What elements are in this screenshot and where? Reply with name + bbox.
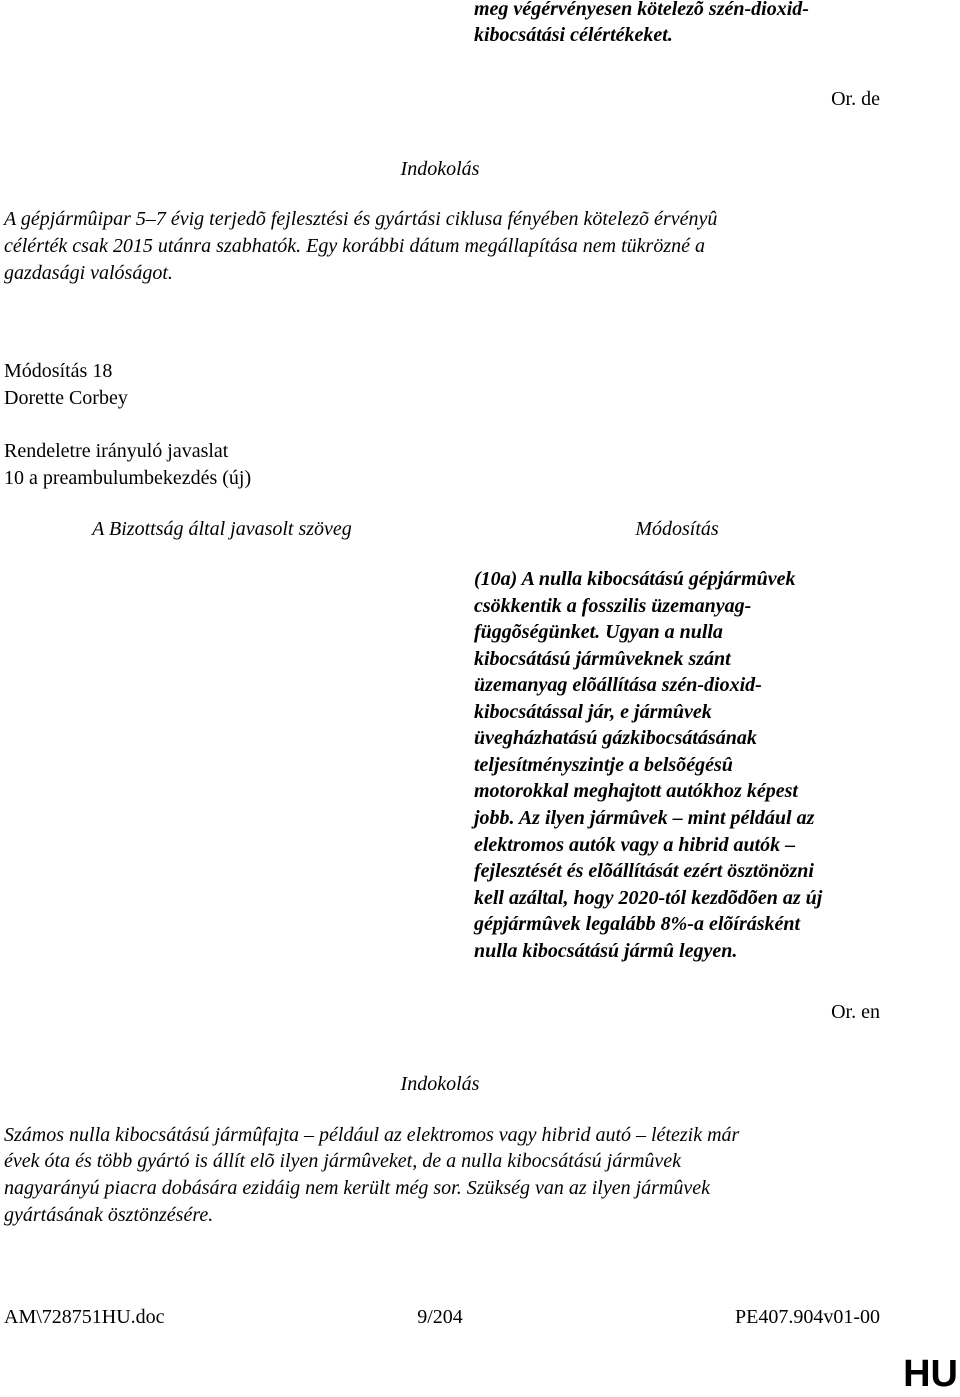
amendment-line: nulla kibocsátású jármû legyen. — [474, 940, 738, 962]
amendment-line: kibocsátású jármûveknek szánt — [474, 648, 731, 670]
amendment-line: üvegházhatású gázkibocsátásának — [474, 727, 757, 749]
amendment-line: (10a) A nulla kibocsátású gépjármûvek — [474, 568, 796, 590]
continuation-line: meg végérvényesen kötelezõ szén-dioxid- — [474, 0, 809, 20]
justification-heading: Indokolás — [400, 1073, 480, 1095]
amendment-line: csökkentik a fosszilis üzemanyag- — [474, 595, 752, 617]
original-language-label: Or. de — [831, 88, 880, 110]
proposal-title: Rendeletre irányuló javaslat — [4, 440, 229, 462]
justification-line: gyártásának ösztönzésére. — [4, 1204, 214, 1226]
amendment-line: kell azáltal, hogy 2020-tól kezdõdõen az új — [474, 887, 823, 909]
amendment-author: Dorette Corbey — [4, 387, 128, 409]
recital-reference: 10 a preambulumbekezdés (új) — [4, 467, 252, 489]
justification-line: Számos nulla kibocsátású jármûfajta – például az elektromos vagy hibrid autó – létezik már — [4, 1124, 740, 1146]
column-header-commission-text: A Bizottság által javasolt szöveg — [92, 518, 352, 540]
footer-pe-reference: PE407.904v01-00 — [735, 1306, 880, 1328]
justification-line: évek óta és több gyártó is állít elõ ilyen jármûveket, de a nulla kibocsátású jármûvek — [4, 1150, 682, 1172]
justification-line: A gépjármûipar 5–7 évig terjedõ fejlesztési és gyártási ciklusa fényében kötelezõ érvényû — [4, 208, 718, 230]
continuation-line: kibocsátási célértékeket. — [474, 24, 673, 46]
amendment-line: teljesítményszintje a belsõégésû — [474, 754, 733, 776]
amendment-line: kibocsátással jár, e jármûvek — [474, 701, 712, 723]
column-header-amendment: Módosítás — [635, 518, 719, 540]
amendment-line: elektromos autók vagy a hibrid autók – — [474, 834, 796, 856]
amendment-line: motorokkal meghajtott autókhoz képest — [474, 780, 798, 802]
amendment-number: Módosítás 18 — [4, 360, 113, 382]
amendment-line: jobb. Az ilyen jármûvek – mint például az — [474, 807, 815, 829]
amendment-line: függõségünket. Ugyan a nulla — [474, 621, 723, 643]
justification-line: nagyarányú piacra dobására ezidáig nem került még sor. Szükség van az ilyen jármûvek — [4, 1177, 710, 1199]
amendment-line: üzemanyag elõállítása szén-dioxid- — [474, 674, 762, 696]
justification-heading: Indokolás — [400, 158, 480, 180]
justification-line: gazdasági valóságot. — [4, 262, 173, 284]
original-language-label: Or. en — [831, 1001, 880, 1023]
amendment-line: fejlesztését és elõállítását ezért ösztönözni — [474, 860, 814, 882]
justification-line: célérték csak 2015 utánra szabhatók. Egy korábbi dátum megállapítása nem tükrözné a — [4, 235, 705, 257]
amendment-line: gépjármûvek legalább 8%-a elõírásként — [474, 913, 801, 935]
footer-language-code: HU — [903, 1353, 958, 1395]
footer-doc-reference: AM\728751HU.doc — [4, 1306, 165, 1328]
footer-page-number: 9/204 — [417, 1306, 463, 1328]
